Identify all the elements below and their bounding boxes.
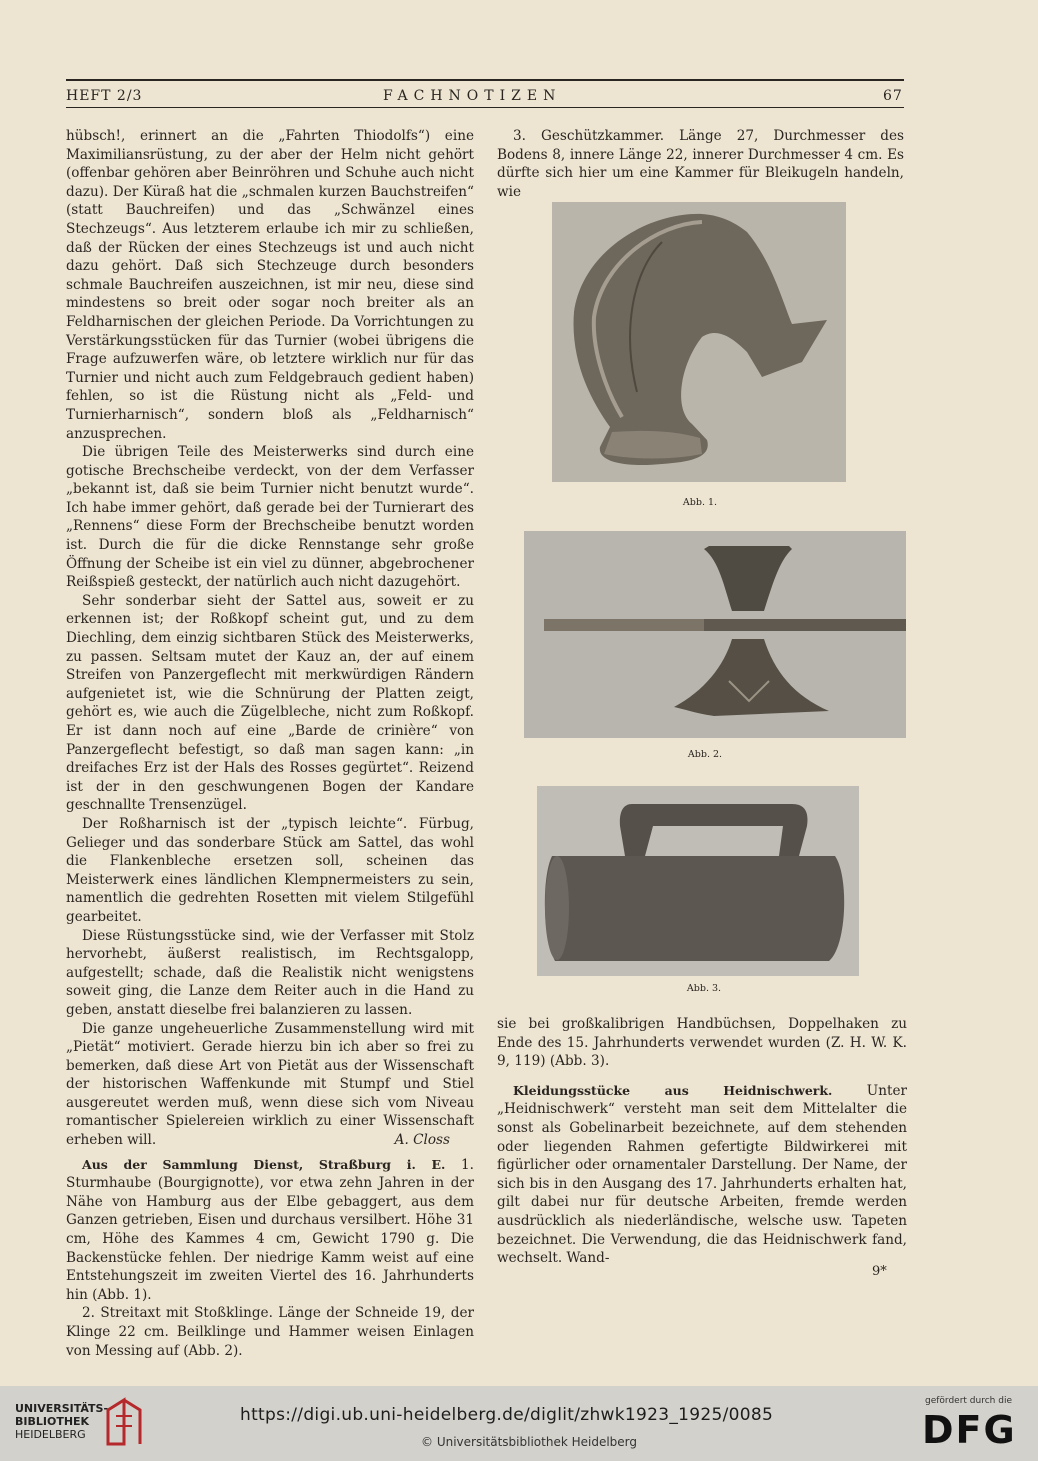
gun-chamber-illustration [537, 786, 859, 976]
header-page-number: 67 [883, 88, 903, 104]
dfg-logo: DFG [922, 1408, 1017, 1452]
header-top-rule [66, 79, 904, 81]
paragraph: hübsch!, erinnert an die „Fahrten Thiodolfs“) eine Maximiliansrüstung, zu der aber der Helm nicht gehört (offenbar gehören aber Beinröhren und Schuhe auch nicht dazu). Der Küraß hat die „schmalen kurzen Bauchstreifen“ (statt Bauchreifen) und das „Schwänzel eines Stechzeugs“. Aus letzterem erlaube ich mir zu schließen, daß der Rücken der eines Stechzeugs ist und auch nicht dazu gehört. Daß sich Stechzeuge durch besonders schmale Bauchreifen auszeichnen, ist mir neu, diese sind mindestens so breit oder sogar noch breiter als an Feldharnischen der gleichen Periode. Da Vorrichtungen zu Verstärkungsstücken für das Turnier (wobei übrigens die Frage aufzuwerfen wäre, ob letztere wirklich nur für das Turnier und nicht auch zum Feldgebrauch gedient haben) fehlen, so ist die Rüstung nicht als „Feld- und Turnierharnisch“, sondern bloß als „Feldharnisch“ anzusprechen. [66, 128, 474, 442]
paragraph: Die übrigen Teile des Meisterwerks sind durch eine gotische Brechscheibe verdeckt, von der dem Verfasser „bekannt ist, daß sie beim Turnier nicht benutzt wurde“. Ich habe immer gehört, daß gerade bei der Turnierart des „Rennens“ diese Form der Brechscheibe benutzt worden ist. Durch die für die dicke Rennstange sehr große Öffnung der Scheibe ist ein viel zu dünner, abgebrochener Reißspieß gesteckt, der natürlich auch nicht dazugehört. [66, 444, 474, 591]
copyright-notice: © Universitätsbibliothek Heidelberg [421, 1435, 638, 1449]
figure-helmet [552, 202, 846, 482]
permalink-url[interactable]: https://digi.ub.uni-heidelberg.de/diglit/zhwk1923_1925/0085 [240, 1405, 774, 1425]
paragraph: sie bei großkalibrigen Handbüchsen, Doppelhaken zu Ende des 15. Jahrhunderts verwendet wurden (Z. H. W. K. 9, 119) (Abb. 3). [497, 1016, 907, 1070]
paragraph: Sehr sonderbar sieht der Sattel aus, soweit er zu erkennen ist; der Roßkopf scheint gut, und zu dem Diechling, dem einzig sichtbaren Stück des Meisterwerks, zu passen. Seltsam mutet der Kauz an, der auf einem Streifen von Panzergeflecht mit merkwürdigen Rändern aufgenietet ist, wie die Schnürung der Platten zeigt, gehört es, wie auch die Zügelbleche, nicht zum Roßkopf. Er ist dann noch auf eine „Barde de crinière“ von Panzergeflecht befestigt, so daß man sagen kann: „in dreifaches Erz ist der Hals des Rosses gegürtet“. Reizend ist der in den geschwungenen Bogen der Kandare geschnallte Trensenzügel. [66, 592, 474, 814]
axe-illustration [524, 531, 906, 738]
paragraph: Der Roßharnisch ist der „typisch leichte“. Fürbug, Gelieger und das sonderbare Stück am Sattel, das wohl die Flankenbleche ersetzen soll, scheinen das Meisterwerk eines ländlichen Klempnermeisters zu sein, namentlich die gedrehten Rosetten mit vielem Stilgefühl gearbeitet. [66, 815, 474, 925]
figure-caption: Abb. 2. [687, 749, 723, 760]
footer-bar [0, 1386, 1038, 1461]
paragraph: 3. Geschützkammer. Länge 27, Durchmesser des Bodens 8, innere Länge 22, innerer Durchmesser 4 cm. Es dürfte sich hier um eine Kammer für Bleikugeln handeln, wie [497, 128, 904, 200]
figure-caption: Abb. 3. [686, 983, 722, 994]
sheet-signature-mark: 9* [872, 1264, 887, 1279]
figure-gun-chamber [537, 786, 859, 976]
author-signature: A. Closs [394, 1132, 450, 1149]
figure-axe [524, 531, 906, 738]
paragraph [66, 1156, 474, 1305]
figure-caption: Abb. 1. [682, 497, 718, 508]
helmet-illustration [552, 202, 846, 482]
section-heading: Aus der Sammlung Dienst, Straßburg i. E. [82, 1156, 446, 1172]
left-column [66, 127, 474, 1360]
paragraph-text: 1. Sturmhaube (Bourgignotte), vor etwa zehn Jahren in der Nähe von Hamburg aus der Elbe gebaggert, aus dem Ganzen getrieben, Eisen und durchaus versilbert. Höhe 31 cm, Höhe des Kammes 4 cm, Gewicht 1790 g. Die Backenstücke fehlen. Der niedrige Kamm weist auf eine Entstehungszeit im zweiten Viertel des 16. Jahrhunderts hin (Abb. 1). [66, 1156, 474, 1303]
paragraph: Diese Rüstungsstücke sind, wie der Verfasser mit Stolz hervorhebt, äußerst realistisch, im Rechtsgalopp, aufgestellt; schade, daß die Realistik nicht wenigstens soweit ging, die Lanze dem Reiter auch in die Hand zu geben, anstatt dieselbe frei balanzieren zu lassen. [66, 927, 474, 1018]
library-name [15, 1402, 108, 1441]
paragraph [497, 1082, 907, 1268]
header-volume: HEFT 2/3 [66, 88, 143, 104]
right-column-top [497, 127, 904, 201]
funding-note: gefördert durch die [925, 1396, 1012, 1406]
header-section: FACHNOTIZEN [383, 88, 562, 104]
library-name-line: HEIDELBERG [15, 1428, 86, 1441]
paragraph: 2. Streitaxt mit Stoßklinge. Länge der Schneide 19, der Klinge 22 cm. Beilklinge und Hammer weisen Einlagen von Messing auf (Abb. 2). [66, 1305, 474, 1359]
paragraph [66, 1020, 474, 1150]
library-name-line: BIBLIOTHEK [15, 1415, 90, 1428]
library-logo-icon [102, 1396, 144, 1448]
section-heading: Kleidungsstücke aus Heidnischwerk. [513, 1082, 833, 1098]
header-bottom-rule [66, 107, 904, 108]
right-column-bottom [497, 1015, 907, 1268]
paragraph-text: Die ganze ungeheuerliche Zusammenstellung wird mit „Pietät“ motiviert. Gerade hierzu bin ich aber so frei zu bemerken, daß diese Art von Pietät aus der Wissenschaft der historischen Waffenkunde mit Stumpf und Stiel ausgereutet werden muß, wenn diese sich vom Niveau romantischer Spielereien wirklich zu einer Wissenschaft erheben will. [66, 1020, 474, 1149]
library-name-line: UNIVERSITÄTS- [15, 1402, 109, 1415]
paragraph-text: Unter „Heidnischwerk“ versteht man seit dem Mittelalter die sonst als Gobelinarbeit bezeichnete, auf dem stehenden oder liegenden Rahmen gefertigte Bildwirkerei mit figürlicher oder ornamentaler Darstellung. Der Name, der sich bis in den Ausgang des 17. Jahrhunderts erhalten hat, gilt dabei nur für deutsche Arbeiten, fremde werden ausdrücklich als niederländische, welsche usw. Tapeten bezeichnet. Die Verwendung, die das Heidnischwerk fand, wechselt. Wand- [497, 1082, 907, 1267]
